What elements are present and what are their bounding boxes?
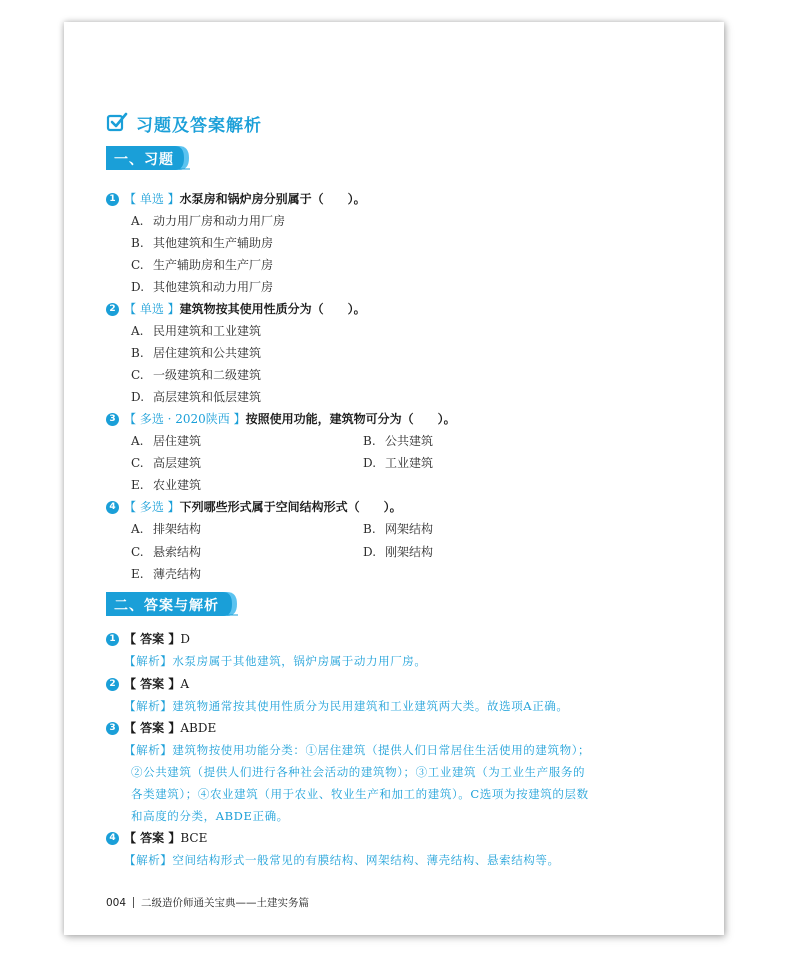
option-text: 一级建筑和二级建筑: [153, 368, 262, 382]
answer-value: BCE: [180, 831, 208, 845]
option: [131, 521, 201, 537]
page-header: [106, 111, 262, 135]
option-text: 其他建筑和生产辅助房: [153, 236, 274, 250]
question-number-badge: 1: [106, 193, 119, 206]
option-letter: A.: [131, 214, 144, 228]
option-letter: E.: [131, 478, 144, 492]
section-answers-banner: [106, 592, 238, 616]
option-text: 居住建筑: [153, 434, 202, 448]
option-text: 网架结构: [385, 522, 434, 536]
option-letter: A.: [131, 522, 144, 536]
option-text: 高层建筑和低层建筑: [153, 390, 262, 404]
section-exercises-banner: [106, 146, 190, 170]
question-tag: 【 多选 】: [124, 500, 180, 514]
explanation-text: 和高度的分类，ABDE正确。: [131, 809, 289, 823]
option-letter: A.: [131, 324, 144, 338]
answer-number-badge: 2: [106, 678, 119, 691]
answer-line: [124, 676, 189, 692]
question-tag: 【 多选 · 2020陕西 】: [124, 412, 246, 426]
answer-label: 【 答案 】: [124, 632, 181, 646]
answer-line: [124, 631, 190, 647]
answer-label: 【 答案 】: [124, 721, 181, 735]
option: [131, 544, 201, 560]
explanation-label: 【解析】: [124, 743, 173, 757]
option: [363, 455, 433, 471]
option-text: 农业建筑: [153, 478, 202, 492]
option: [363, 433, 433, 449]
section-exercises-title: 一、习题: [114, 152, 174, 168]
explanation-label: 【解析】: [124, 699, 173, 713]
page-number: 004: [106, 896, 127, 909]
option-letter: B.: [131, 236, 144, 250]
question-stem: [124, 301, 366, 317]
explanation: [124, 695, 631, 717]
option: [363, 521, 433, 537]
option-letter: D.: [131, 280, 145, 294]
section-answers-title: 二、答案与解析: [114, 598, 219, 614]
book-title: 二级造价师通关宝典——土建实务篇: [141, 897, 310, 909]
option-letter: B.: [131, 346, 144, 360]
option-text: 工业建筑: [385, 456, 434, 470]
option-text: 薄壳结构: [153, 567, 202, 581]
question-tag: 【 单选 】: [124, 192, 180, 206]
option-letter: D.: [363, 456, 377, 470]
option-text: 动力用厂房和动力用厂房: [153, 214, 286, 228]
option-text: 刚架结构: [385, 545, 434, 559]
option: [131, 433, 201, 449]
option-text: 高层建筑: [153, 456, 202, 470]
explanation-text: 水泵房属于其他建筑，锅炉房属于动力用厂房。: [172, 654, 427, 668]
explanation-text: 空间结构形式一般常见的有膜结构、网架结构、薄壳结构、悬索结构等。: [172, 853, 560, 867]
option-letter: C.: [131, 456, 144, 470]
option: [131, 323, 261, 339]
answer-label: 【 答案 】: [124, 677, 181, 691]
question-text: 建筑物按其使用性质分为（ ）。: [179, 302, 366, 316]
page-footer: [106, 895, 309, 910]
explanation-text: 各类建筑）；④农业建筑（用于农业、牧业生产和加工的建筑）。C选项为按建筑的层数: [131, 787, 589, 801]
option-letter: C.: [131, 258, 144, 272]
checkbox-icon: [106, 112, 128, 134]
answer-label: 【 答案 】: [124, 831, 181, 845]
option-letter: E.: [131, 567, 144, 581]
option-text: 民用建筑和工业建筑: [153, 324, 262, 338]
option-letter: D.: [363, 545, 377, 559]
footer-divider: [133, 897, 134, 908]
option-letter: B.: [363, 522, 376, 536]
option: [131, 345, 261, 361]
option: [131, 367, 261, 383]
option-letter: A.: [131, 434, 144, 448]
option: [131, 257, 273, 273]
answer-value: A: [180, 677, 190, 691]
option-text: 生产辅助房和生产厂房: [153, 258, 274, 272]
option-text: 其他建筑和动力用厂房: [153, 280, 274, 294]
question-text: 按照使用功能，建筑物可分为（ ）。: [245, 412, 456, 426]
option: [131, 566, 201, 582]
option-letter: B.: [363, 434, 376, 448]
option: [363, 544, 433, 560]
option: [131, 213, 285, 229]
option-text: 居住建筑和公共建筑: [153, 346, 262, 360]
explanation-text: 建筑物按使用功能分类：①居住建筑（提供人们日常居住生活使用的建筑物）；: [172, 743, 591, 757]
explanation: [124, 849, 631, 871]
option: [131, 477, 201, 493]
option-text: 排架结构: [153, 522, 202, 536]
explanation-text: 建筑物通常按其使用性质分为民用建筑和工业建筑两大类。故选项A正确。: [172, 699, 569, 713]
question-stem: [124, 499, 402, 515]
option: [131, 455, 201, 471]
answer-line: [124, 720, 216, 736]
option: [131, 389, 261, 405]
question-number-badge: 4: [106, 501, 119, 514]
explanation: [124, 739, 631, 827]
option-letter: C.: [131, 368, 144, 382]
question-number-badge: 3: [106, 413, 119, 426]
answer-number-badge: 4: [106, 832, 119, 845]
page-title: 习题及答案解析: [136, 115, 262, 136]
explanation-text: ②公共建筑（提供人们进行各种社会活动的建筑物）；③工业建筑（为工业生产服务的: [131, 765, 586, 779]
explanation: [124, 650, 631, 672]
option-text: 公共建筑: [385, 434, 434, 448]
option-letter: D.: [131, 390, 145, 404]
question-number-badge: 2: [106, 303, 119, 316]
answer-number-badge: 1: [106, 633, 119, 646]
question-text: 下列哪些形式属于空间结构形式（ ）。: [179, 500, 402, 514]
question-tag: 【 单选 】: [124, 302, 180, 316]
option-letter: C.: [131, 545, 144, 559]
answer-number-badge: 3: [106, 722, 119, 735]
question-text: 水泵房和锅炉房分别属于（ ）。: [179, 192, 366, 206]
answer-line: [124, 830, 207, 846]
question-stem: [124, 191, 366, 207]
option-text: 悬索结构: [153, 545, 202, 559]
option: [131, 235, 273, 251]
answer-value: ABDE: [180, 721, 217, 735]
explanation-label: 【解析】: [124, 853, 173, 867]
explanation-label: 【解析】: [124, 654, 173, 668]
answer-value: D: [180, 632, 190, 646]
option: [131, 279, 273, 295]
question-stem: [124, 411, 456, 427]
